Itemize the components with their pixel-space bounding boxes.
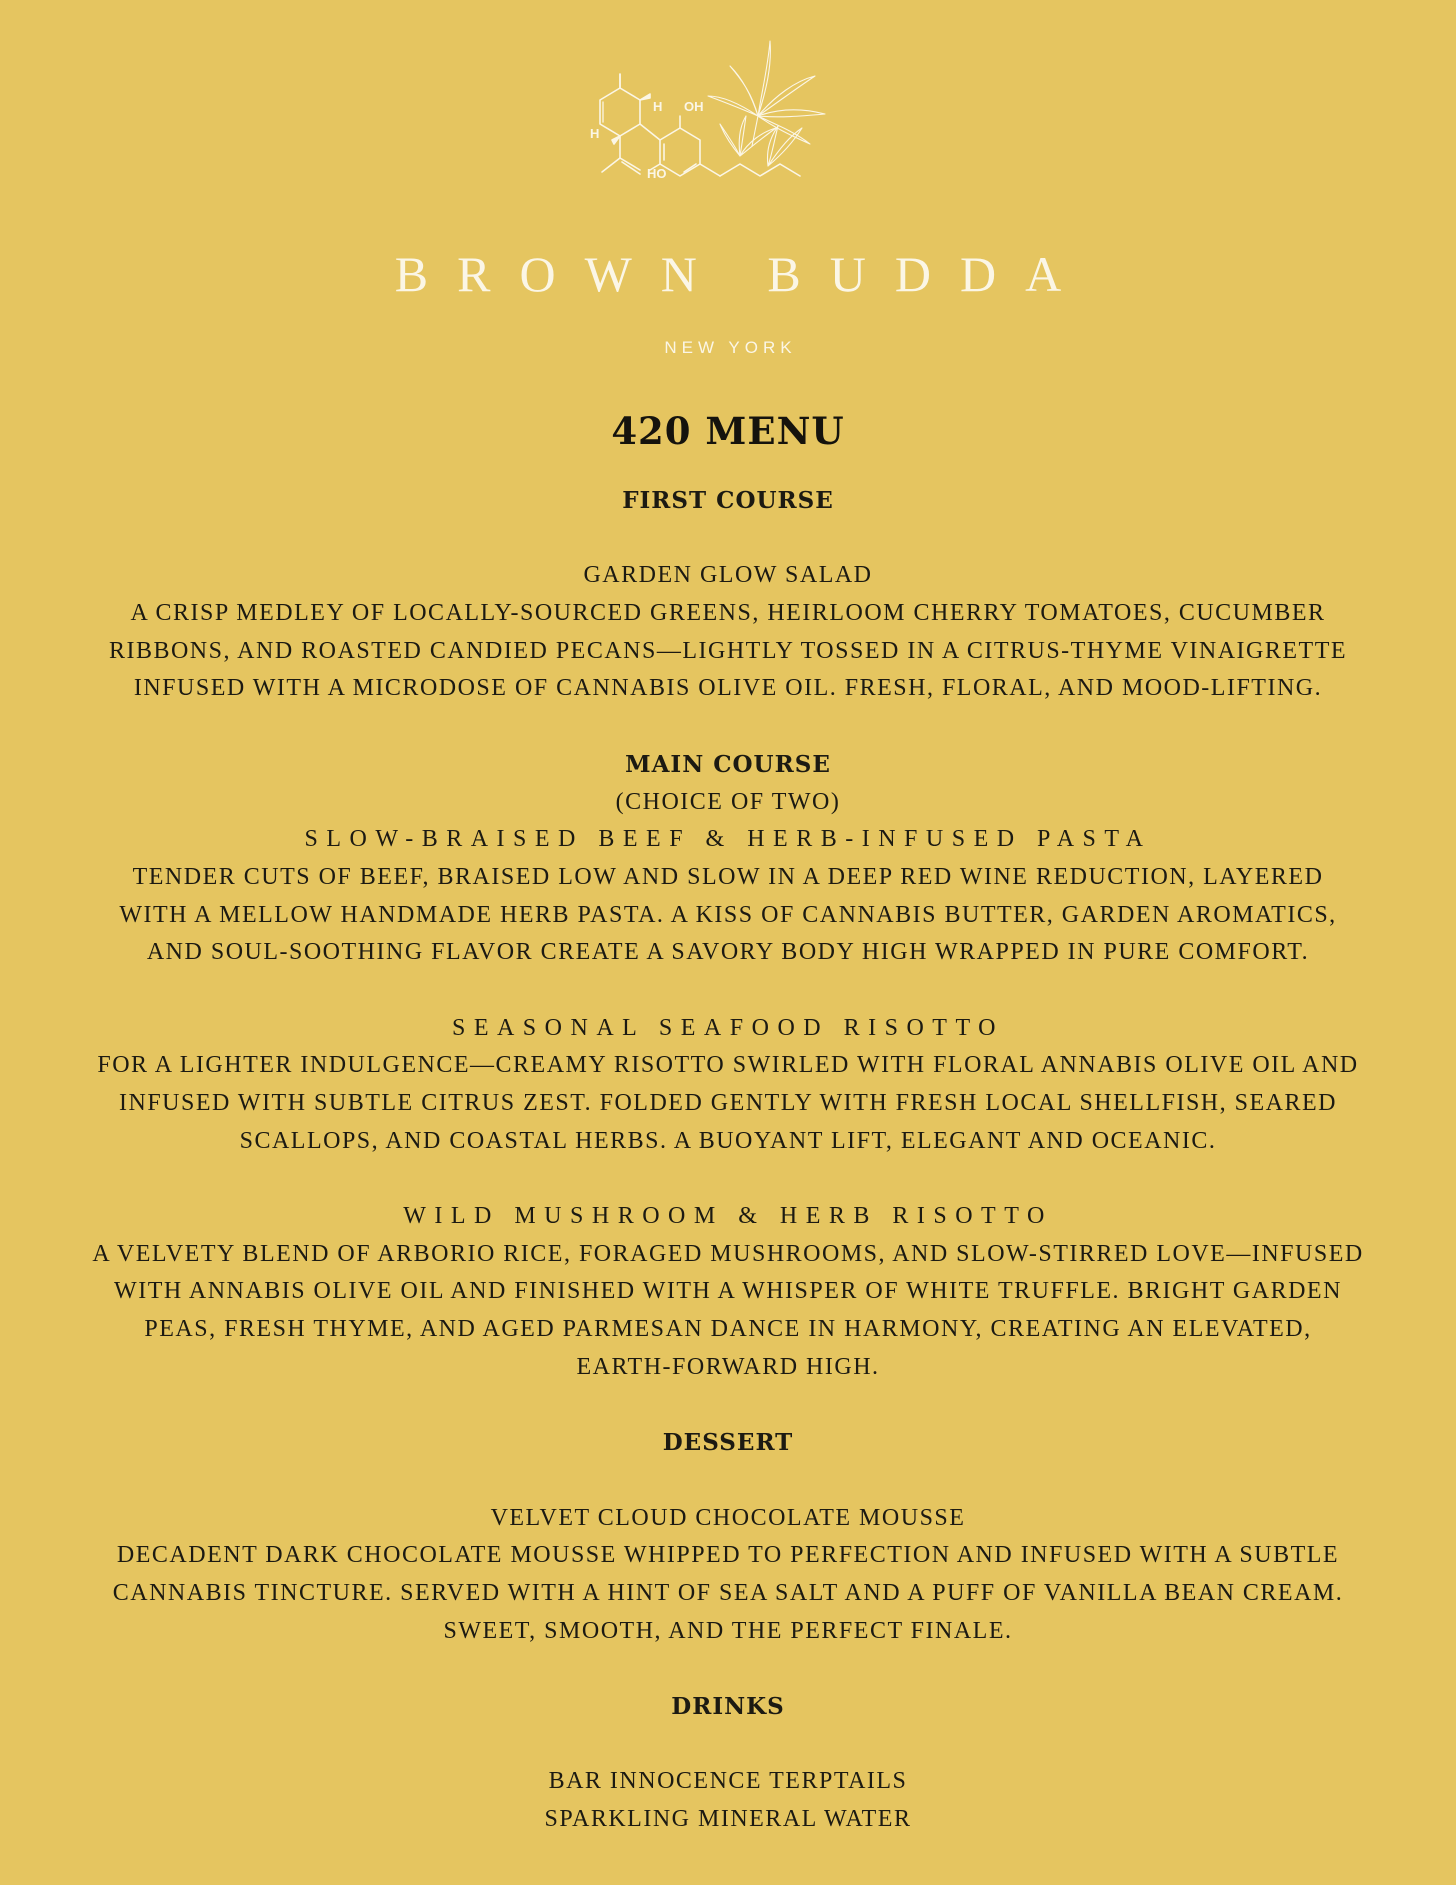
section-heading: DRINKS <box>671 1693 785 1720</box>
logo-atom-label: OH <box>684 99 704 114</box>
dish-name: GARDEN GLOW SALAD <box>583 562 873 589</box>
drink-item: BAR INNOCENCE TERPTAILS <box>548 1768 908 1795</box>
dish-description-line: RIBBONS, AND ROASTED CANDIED PECANS—LIGHTLY TOSSED IN A CITRUS-THYME VINAIGRETTE <box>108 637 1348 664</box>
dish-name: VELVET CLOUD CHOCOLATE MOUSSE <box>490 1504 966 1531</box>
dish-description-line: CANNABIS TINCTURE. SERVED WITH A HINT OF SEA SALT AND A PUFF OF VANILLA BEAN CREAM. <box>112 1579 1344 1606</box>
dish-name: WILD MUSHROOM & HERB RISOTTO <box>403 1203 1053 1230</box>
menu-title: 420 MENU <box>611 409 845 453</box>
dish-description-line: A VELVETY BLEND OF ARBORIO RICE, FORAGED MUSHROOMS, AND SLOW-STIRRED LOVE—INFUSED <box>92 1240 1364 1267</box>
main-course-section <box>20 746 1436 1387</box>
dish-name: SEASONAL SEAFOOD RISOTTO <box>451 1014 1005 1041</box>
section-heading: FIRST COURSE <box>622 487 834 514</box>
cannabis-leaf-icon <box>708 41 825 166</box>
drink-item: SPARKLING MINERAL WATER <box>544 1806 912 1833</box>
dish-description-line: TENDER CUTS OF BEEF, BRAISED LOW AND SLOW IN A DEEP RED WINE REDUCTION, LAYERED <box>132 863 1324 890</box>
dish-description-line: WITH ANNABIS OLIVE OIL AND FINISHED WITH A WHISPER OF WHITE TRUFFLE. BRIGHT GARDEN <box>114 1278 1342 1305</box>
dish-description-line: INFUSED WITH A MICRODOSE OF CANNABIS OLIVE OIL. FRESH, FLORAL, AND MOOD-LIFTING. <box>133 675 1323 702</box>
logo-atom-label: H <box>590 126 600 141</box>
dish-description-line: INFUSED WITH SUBTLE CITRUS ZEST. FOLDED GENTLY WITH FRESH LOCAL SHELLFISH, SEARED <box>119 1090 1337 1116</box>
dish-description-line: DECADENT DARK CHOCOLATE MOUSSE WHIPPED TO PERFECTION AND INFUSED WITH A SUBTLE <box>116 1542 1340 1569</box>
dish-description-line: AND SOUL-SOOTHING FLAVOR CREATE A SAVORY BODY HIGH WRAPPED IN PURE COMFORT. <box>146 939 1310 966</box>
dish-description-line: PEAS, FRESH THYME, AND AGED PARMESAN DANCE IN HARMONY, CREATING AN ELEVATED, <box>144 1316 1312 1343</box>
logo-atom-label: HO <box>647 166 667 181</box>
dish-description-line: SCALLOPS, AND COASTAL HERBS. A BUOYANT LIFT, ELEGANT AND OCEANIC. <box>239 1127 1217 1154</box>
dessert-section <box>20 1424 1436 1650</box>
section-heading: MAIN COURSE <box>625 750 831 778</box>
dish-description-line: A CRISP MEDLEY OF LOCALLY-SOURCED GREENS, HEIRLOOM CHERRY TOMATOES, CUCUMBER <box>130 600 1326 627</box>
dish-description-line: FOR A LIGHTER INDULGENCE—CREAMY RISOTTO SWIRLED WITH FLORAL ANNABIS OLIVE OIL AND <box>97 1052 1359 1079</box>
dish-name: SLOW-BRAISED BEEF & HERB-INFUSED PASTA <box>304 826 1152 853</box>
menu-body <box>20 482 1436 1839</box>
dish-description-line: SWEET, SMOOTH, AND THE PERFECT FINALE. <box>443 1617 1013 1644</box>
dish-description-line: WITH A MELLOW HANDMADE HERB PASTA. A KISS OF CANNABIS BUTTER, GARDEN AROMATICS, <box>119 901 1337 928</box>
cannabis-molecule-logo-icon <box>590 36 875 211</box>
section-note: (CHOICE OF TWO) <box>615 788 841 815</box>
brand-name: BROWN BUDDA <box>394 246 1091 302</box>
section-heading: DESSERT <box>662 1429 794 1457</box>
first-course-section <box>20 482 1436 708</box>
drinks-section <box>20 1688 1436 1839</box>
brand-location: NEW YORK <box>664 338 797 357</box>
logo-atom-label: H <box>653 99 663 114</box>
dish-description-line: EARTH-FORWARD HIGH. <box>576 1353 880 1380</box>
